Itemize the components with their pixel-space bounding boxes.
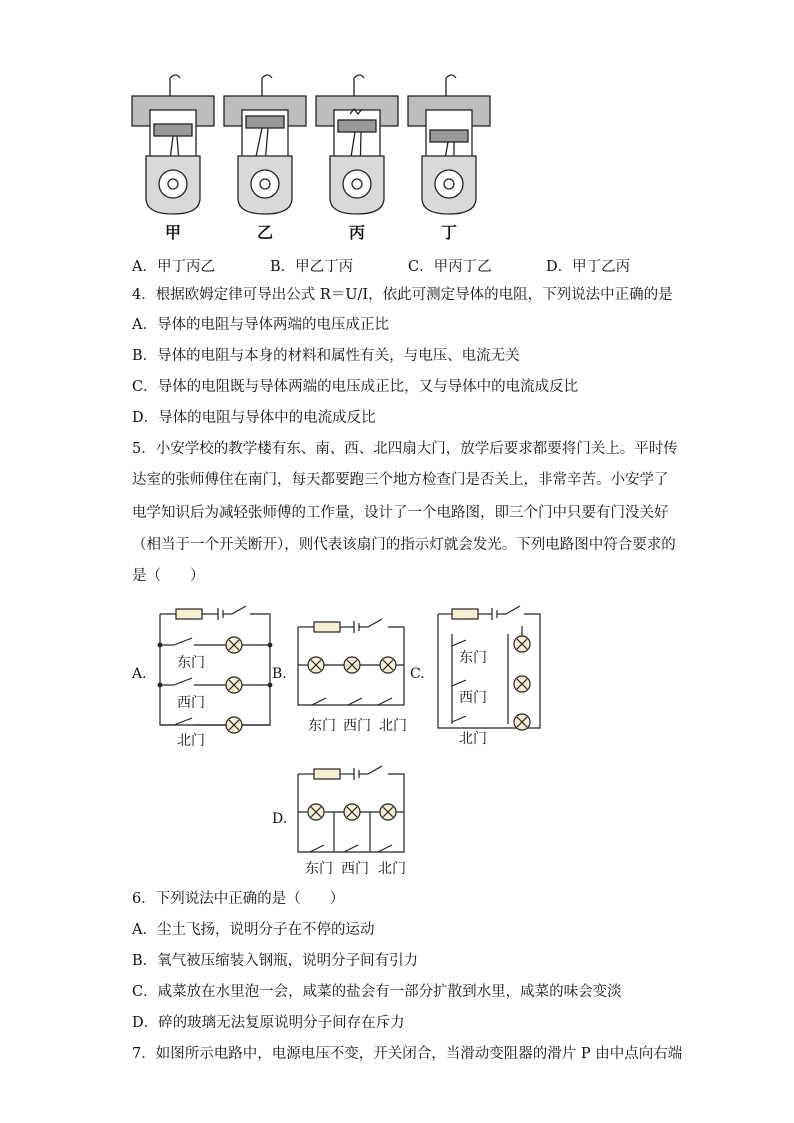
circuit-b-label-east: 东门	[308, 718, 336, 734]
q5-stem-line-4: （相当于一个开关断开），则代表该扇门的指示灯就会发光。下列电路图中符合要求的	[132, 537, 676, 553]
circuit-b-label-north: 北门	[379, 718, 407, 734]
circuit-a-branch-1	[160, 637, 270, 653]
q5-stem-line-2: 达室的张师傅住在南门，每天都要跑三个地方检查门是否关上，非常辛苦。小安学了	[132, 472, 669, 488]
q5-stem-line-3: 电学知识后为减轻张师傅的工作量，设计了一个电路图，即三个门中只要有门没关好	[132, 505, 669, 521]
q5-stem-line-1: 5．小安学校的教学楼有东、南、西、北四扇大门，放学后要求都要将门关上。平时传	[132, 441, 678, 457]
circuit-d-label-east: 东门	[305, 861, 333, 877]
circuit-a-branch-2	[160, 677, 270, 693]
engine-stroke-diagram-jia	[130, 68, 216, 216]
circuit-a-label-west: 西门	[177, 695, 205, 711]
circuit-c-label-west: 西门	[459, 690, 487, 706]
circuit-b-label-west: 西门	[343, 718, 371, 734]
q4-option-d: D．导体的电阻与导体中的电流成反比	[132, 410, 376, 426]
q3-option-b: B．甲乙丁丙	[270, 259, 354, 275]
engine-stroke-diagram-bing	[314, 68, 400, 216]
engine-stroke-diagram-yi	[222, 68, 308, 216]
q4-option-a: A．导体的电阻与导体两端的电压成正比	[132, 317, 389, 333]
q6-stem: 6．下列说法中正确的是（ ）	[132, 891, 345, 907]
circuit-diagram-b	[292, 613, 412, 713]
circuit-diagram-a	[150, 600, 280, 748]
q3-option-c: C．甲丙丁乙	[408, 259, 492, 275]
circuit-c-label-north: 北门	[459, 731, 487, 747]
q5-option-d-letter: D.	[272, 811, 288, 827]
q6-option-b: B．氧气被压缩装入钢瓶，说明分子间有引力	[132, 953, 419, 969]
engine-label-ding: 丁	[441, 223, 458, 242]
engine-label-jia: 甲	[165, 223, 182, 242]
engine-stroke-diagram-ding	[406, 68, 492, 216]
circuit-a-label-north: 北门	[177, 733, 205, 749]
q5-option-a-letter: A.	[132, 666, 147, 682]
q4-option-c: C．导体的电阻既与导体两端的电压成正比，又与导体中的电流成反比	[132, 379, 579, 395]
circuit-a-label-east: 东门	[177, 655, 205, 671]
q6-option-d: D．碎的玻璃无法复原说明分子间存在斥力	[132, 1015, 405, 1031]
q3-option-d: D．甲丁乙丙	[546, 259, 631, 275]
engine-label-yi: 乙	[257, 223, 274, 242]
circuit-d-label-west: 西门	[341, 861, 369, 877]
q3-option-a: A．甲丁丙乙	[132, 259, 215, 275]
q4-option-b: B．导体的电阻与本身的材料和属性有关，与电压、电流无关	[132, 348, 520, 364]
q5-option-b-letter: B.	[272, 666, 287, 682]
circuit-diagram-c	[432, 598, 550, 738]
circuit-d-label-north: 北门	[378, 861, 406, 877]
q5-stem-line-5: 是（ ）	[132, 568, 205, 584]
q6-option-c: C．咸菜放在水里泡一会，咸菜的盐会有一部分扩散到水里，咸菜的味会变淡	[132, 984, 622, 1000]
circuit-diagram-d	[292, 760, 412, 860]
circuit-c-label-east: 东门	[459, 650, 487, 666]
engine-label-bing: 丙	[349, 223, 366, 242]
q4-stem: 4．根据欧姆定律可导出公式 R＝U/I，依此可测定导体的电阻，下列说法中正确的是	[132, 287, 673, 303]
q6-option-a: A．尘土飞扬，说明分子在不停的运动	[132, 922, 375, 938]
q7-stem: 7．如图所示电路中，电源电压不变，开关闭合，当滑动变阻器的滑片 P 由中点向右端	[132, 1046, 683, 1062]
q5-option-c-letter: C.	[410, 666, 425, 682]
